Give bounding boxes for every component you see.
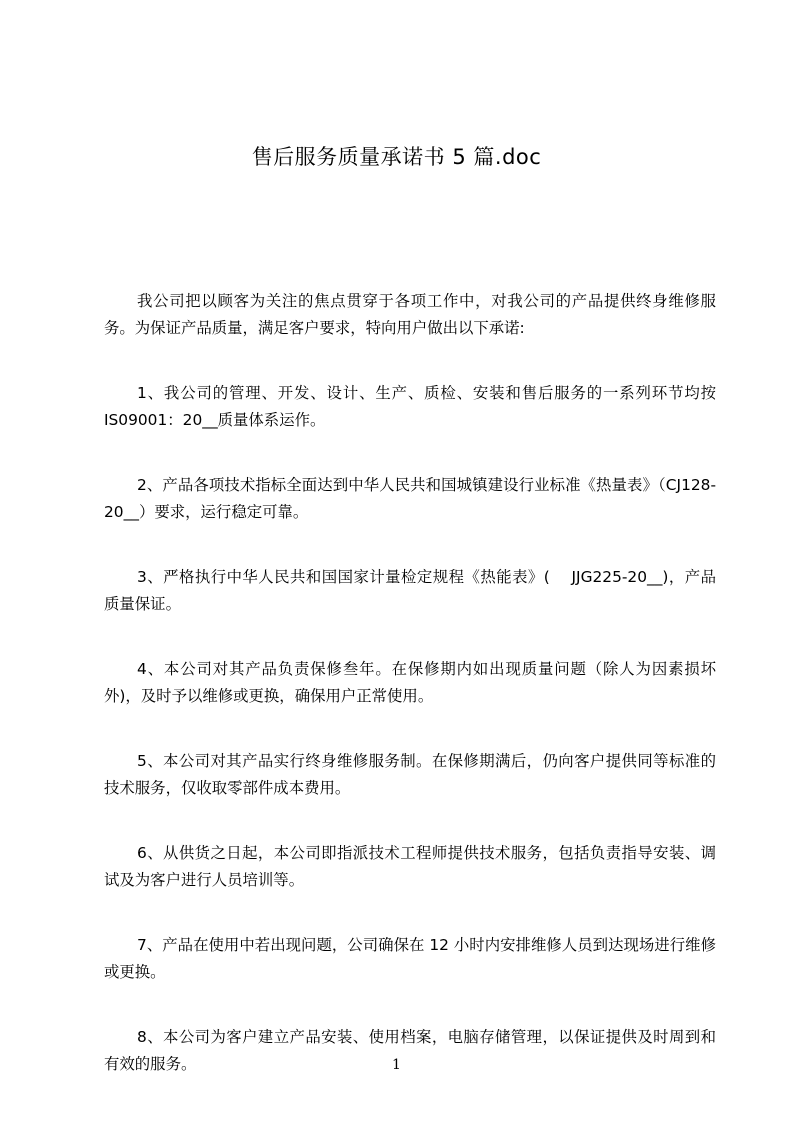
commitment-item-5: 5、本公司对其产品实行终身维修服务制。在保修期满后，仍向客户提供同等标准的技术服务，仅收取零部件成本费用。 xyxy=(104,752,716,797)
commitment-item-4: 4、本公司对其产品负责保修叁年。在保修期内如出现质量问题（除人为因素损坏外)，及时予以维修或更换，确保用户正常使用。 xyxy=(104,660,716,705)
intro-paragraph: 我公司把以顾客为关注的焦点贯穿于各项工作中，对我公司的产品提供终身维修服务。为保证产品质量，满足客户要求，特向用户做出以下承诺: xyxy=(104,292,716,337)
commitment-item-2: 2、产品各项技术指标全面达到中华人民共和国城镇建设行业标准《热量表》（CJ128-20__）要求，运行稳定可靠。 xyxy=(104,476,716,521)
page-number: 1 xyxy=(392,1057,401,1073)
commitment-item-8: 8、本公司为客户建立产品安装、使用档案，电脑存储管理，以保证提供及时周到和有效的服务。 xyxy=(104,1028,716,1073)
commitment-item-7: 7、产品在使用中若出现问题，公司确保在 12 小时内安排维修人员到达现场进行维修或更换。 xyxy=(104,936,716,981)
commitment-item-3: 3、严格执行中华人民共和国国家计量检定规程《热能表》( JJG225-20__)，产品质量保证。 xyxy=(104,568,716,613)
document-title: 售后服务质量承诺书 5 篇.doc xyxy=(251,145,542,169)
commitment-item-6: 6、从供货之日起，本公司即指派技术工程师提供技术服务，包括负责指导安装、调试及为客户进行人员培训等。 xyxy=(104,844,716,889)
document-body xyxy=(104,288,716,1116)
commitment-item-1: 1、我公司的管理、开发、设计、生产、质检、安装和售后服务的一系列环节均按 IS09001：20__质量体系运作。 xyxy=(104,384,716,429)
